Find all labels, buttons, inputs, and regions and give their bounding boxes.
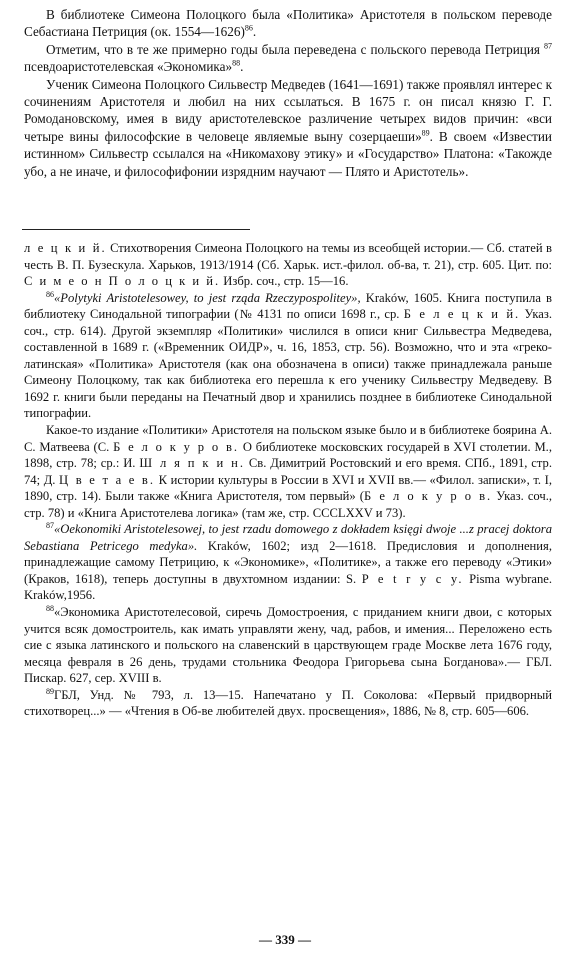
footnotes xyxy=(24,240,552,720)
paragraph-politika: В библиотеке Симеона Полоцкого была «Политика» Аристотеля в польском переводе Себастиана Петриция (ок. 1554—1626)$^{86}$. xyxy=(24,7,552,40)
footnote-ref: 87 xyxy=(544,41,553,51)
footnote-ref: 88 xyxy=(232,58,241,68)
paragraph-ekonomika: Отметим, что в те же примерно годы была переведена с польского перевода Петриция $^{87}$ псевдоаристотелевская «Экономика»$^{88}$. xyxy=(24,41,553,75)
paragraph-medvedev: Ученик Симеона Полоцкого Сильвестр Медведев (1641—1691) также проявлял интерес к сочинениям Аристотеля и любил на них ссылаться. В 1675 г. он писал князю Г. Г. Ромодановскому, имея в виду аристотелевское различение четырех видов причин: «вси четыре вины философские в человеце являемые выну созерцаеши»$^{89}$. В своем «Известии истинном» Сильвестр ссылался на «Никомахову этику» и «Государство» Платона: «Такожде убо, а не иначе, и философифонии изрядним научают — Плято и Аристотель». xyxy=(24,76,552,179)
paragraph-text: Отметим, что в те же примерно годы была переведена с польского перевода Петриция xyxy=(46,41,540,57)
author-name: Ц в е т а е в. xyxy=(59,472,156,487)
footnote-number: 86 xyxy=(46,289,54,299)
footnote-ref: 86 xyxy=(244,24,253,34)
footnote-number: 89 xyxy=(46,686,54,696)
book-title: «Polytyki Aristotelesowey, to jest rząda Rzeczypospolitey», xyxy=(54,290,361,305)
paragraph-text: Ученик Симеона Полоцкого Сильвестр Медведев (1641—1691) также проявлял интерес к сочинениям Аристотеля и любил на них ссылаться. В 1675 г. он писал князю Г. Г. Ромодановскому, имея в виду аристотелевское различение четырех видов причин: «вси четыре вины философские в человеце являемые выну созерцаеши» xyxy=(24,76,552,144)
author-name: Б е л о к у р о в. xyxy=(113,439,240,454)
footnote-continuation: л е ц к и й. Стихотворения Симеона Полоцкого на темы из всеобщей истории.— Сб. статей в честь В. П. Бузескула. Харьков, 1913/1914 (Сб. Харьк. ист.-филол. об-ва, т. 21), стр. 605. Цит. по: С и м е о н П о л о ц к и й. Избр. соч., стр. 15—16. xyxy=(24,241,552,289)
footnote-88: $^{88}$«Экономика Аристотелесовой, сиречь Домостроения, с приданием книги двои, с которых учится всяк домостроитель, как имать управляти жену, чад, рабов, и имения... Переложено есть сие с языка латинского и польского на славенский в царствующем граде Москве лета 1676 году, месяца февраля в 26 день, трудами стольника Феодора Григорьева сына Богданова».— ГБЛ. Пискар. 627, сер. XVIII в. xyxy=(24,603,552,686)
page-number: — 339 — xyxy=(259,932,311,947)
author-name: P e t r y c y. xyxy=(361,571,464,586)
author-name: Б е л о к у р о в. xyxy=(364,489,493,504)
footnote-number: 87 xyxy=(46,521,54,531)
footnote-divider xyxy=(22,229,250,230)
footnote-86: $^{86}$«Polytyki Aristotelesowey, to jest rząda Rzeczypospolitey», Kraków, 1605. Книга поступила в библиотеку Синодальной типографии (№ 4131 по описи 1698 г., ср. Б е л е ц к и й. Указ. соч., стр. 614). Другой экземпляр «Политики» числился в описи книг Сильвестра Медведева, составленной в 1689 г. («Временник ОИДР», ч. 16, 1853, стр. 56). Возможно, что и эта «греко-латинская» «Политика» Аристотеля (как она обозначена в описи) также принадлежала раньше Симеону Полоцкому, так как библиотека его перешла к его ученику Сильвестру Медведеву. В 1692 г. книги были переданы на Печатный двор и хранились позднее в библиотеке Синодальной типографии. xyxy=(24,289,552,421)
footnote-87: $^{87}$«Oekonomiki Aristotelesowej, to jest rzadu domowego z dokładem księgi dwoje ...z pracej doktora Sebastiana Petricego medyka». Kraków, 1602; изд 2—1618. Предисловия и дополнения, принадлежащие самому Петрицию, к «Экономике», «Политике», а также его переводу «Этики» (Краков, 1618), теперь доступны в двухтомном издании: S. P e t r y c y. Pisma wybrane. Kraków,1956. xyxy=(24,521,552,603)
footnote-ref: 89 xyxy=(421,128,430,138)
main-text xyxy=(24,6,552,180)
footnote-number: 88 xyxy=(46,603,54,613)
footnote-89: $^{89}$ГБЛ, Унд. № 793, л. 13—15. Напечатано у П. Соколова: «Первый придворный стихотворец...» — «Чтения в Об-ве любителей двух. просвещения», 1886, № 8, стр. 605—606. xyxy=(24,686,552,719)
author-name: Ш л я п к и н. xyxy=(139,456,245,471)
author-name: Б е л е ц к и й. xyxy=(403,307,521,322)
author-name: л е ц к и й. xyxy=(24,241,107,255)
book-title: «Oekonomiki Aristotelesowej, to jest rzadu domowego z dokładem księgi dwoje ...z pracej doktora Sebastiana Petricego medyka». xyxy=(24,522,552,553)
paragraph-text: В библиотеке Симеона Полоцкого была «Политика» Аристотеля в польском переводе Себастиана Петриция (ок. 1554—1626) xyxy=(24,7,552,40)
footnote-86-continued: Какое-то издание «Политики» Аристотеля на польском языке было и в библиотеке боярина А. С. Матвеева (С. Б е л о к у р о в. О библиотеке московских государей в XVI столетии. М., 1898, стр. 78; ср.: И. Ш л я п к и н. Св. Димитрий Ростовский и его время. СПб., 1891, стр. 74; Д. Ц в е т а е в. К истории культуры в России в XVI и XVII вв.— «Филол. записки», т. I, 1890, стр. 14). Были также «Книга Аристотеля, том первый» (Б е л о к у р о в. Указ. соч., стр. 78) и «Книга Аристотелева логика» (там же, стр. CCCLXXV и 73). xyxy=(24,423,553,520)
author-name: С и м е о н П о л о ц к и й. xyxy=(24,274,221,289)
